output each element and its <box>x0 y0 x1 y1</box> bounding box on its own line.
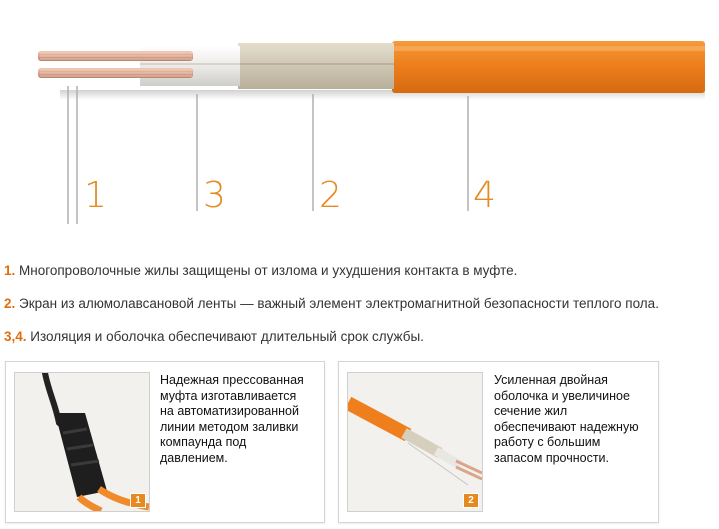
callout-label-1: 1 <box>84 175 107 216</box>
card-2-line: оболочка и увеличиное <box>494 388 630 403</box>
card-1-line: линии методом заливки <box>160 419 299 434</box>
coupling-photo <box>14 372 150 512</box>
card-2-badge: 2 <box>463 493 479 508</box>
card-2-line: запасом прочности. <box>494 450 610 465</box>
card-2-line: работу с большим <box>494 435 601 449</box>
card-2-line: сечение жил <box>494 404 568 418</box>
feature-3 <box>4 329 424 345</box>
cable-photo <box>347 372 483 512</box>
card-1-text <box>160 373 304 466</box>
feature-3-number: 3,4. <box>4 329 27 344</box>
feature-3-text: Изоляция и оболочка обеспечивают длительный срок службы. <box>30 329 424 344</box>
card-1-line: на автоматизированной <box>160 404 299 418</box>
card-1-line: муфта изготавливается <box>160 388 297 403</box>
card-2-line: Усиленная двойная <box>494 373 608 387</box>
outer-sheath-highlight <box>392 46 705 51</box>
card-1-line: компаунда под <box>160 435 247 449</box>
pointer-lines <box>68 86 468 224</box>
info-card-sheath <box>338 361 659 523</box>
card-1-line: давлением. <box>160 450 228 465</box>
info-card-coupling <box>5 361 325 523</box>
insulation-layer <box>238 43 394 89</box>
callout-label-2: 2 <box>319 175 342 216</box>
card-1-line: Надежная прессованная <box>160 373 304 387</box>
callout-label-4: 4 <box>473 175 496 216</box>
callout-label-3: 3 <box>203 175 226 216</box>
feature-1 <box>4 263 517 279</box>
card-2-text <box>494 373 639 466</box>
card-2-line: обеспечивают надежную <box>494 419 639 434</box>
coupling-illustration <box>15 373 149 511</box>
feature-1-number: 1. <box>4 263 16 278</box>
feature-2-number: 2. <box>4 296 16 311</box>
cable-cut-illustration <box>348 373 482 511</box>
cable-diagram <box>0 0 719 230</box>
card-1-badge: 1 <box>130 493 146 508</box>
feature-2 <box>4 296 659 312</box>
feature-1-text: Многопроволочные жилы защищены от излома и ухудшения контакта в муфте. <box>19 263 518 278</box>
feature-2-text: Экран из алюмолавсановой ленты — важный элемент электромагнитной безопасности теплого пола. <box>19 296 659 311</box>
